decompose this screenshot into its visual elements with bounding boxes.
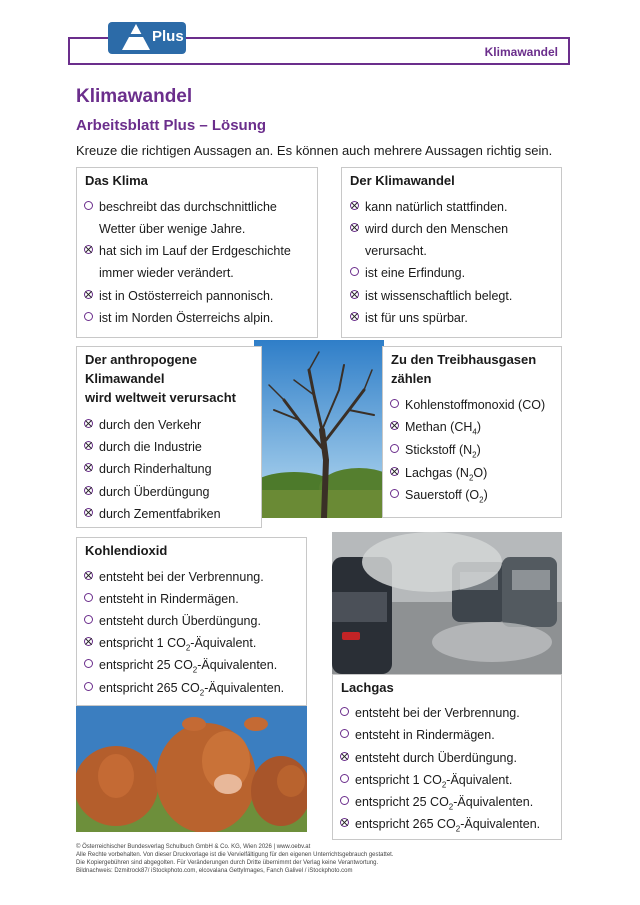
list-item[interactable]: entspricht 1 $CO_2$-Äquivalent. — [99, 635, 256, 657]
checkbox-empty-icon[interactable] — [84, 659, 93, 668]
list-item[interactable]: Kohlenstoffmonoxid (CO) — [405, 397, 545, 413]
checkbox-empty-icon[interactable] — [84, 682, 93, 691]
box-heading-line-2: zählen — [391, 371, 432, 386]
checkbox-checked-icon[interactable] — [390, 421, 399, 430]
list-item[interactable]: entspricht 25 $CO_2$-Äquivalenten. — [99, 657, 277, 679]
checkbox-checked-icon[interactable] — [350, 201, 359, 210]
list-item[interactable]: Methan $(CH_4)$ — [405, 419, 481, 441]
list-item[interactable]: ist für uns spürbar. — [365, 310, 468, 326]
list-item[interactable]: durch den Verkehr — [99, 417, 201, 433]
checkbox-checked-icon[interactable] — [350, 290, 359, 299]
list-item[interactable]: entspricht 265 $CO_2$-Äquivalenten. — [355, 816, 540, 838]
list-item[interactable]: wird durch den Menschen — [365, 221, 508, 237]
list-item[interactable]: entspricht 265 $CO_2$-Äquivalenten. — [99, 680, 284, 702]
box-lachgas — [332, 674, 562, 840]
box-heading-line-1: Zu den Treibhausgasen — [391, 352, 537, 367]
box-treibhausgase — [382, 346, 562, 518]
box-heading-line-1: Der anthropogene — [85, 352, 197, 367]
list-item[interactable]: Lachgas $(N_2O)$ — [405, 465, 487, 487]
list-item-continuation: immer wieder verändert. — [99, 266, 234, 280]
list-item-continuation: Wetter über wenige Jahre. — [99, 222, 246, 236]
checkbox-checked-icon[interactable] — [84, 290, 93, 299]
checkbox-checked-icon[interactable] — [350, 312, 359, 321]
cows-photo — [76, 706, 307, 832]
checkbox-empty-icon[interactable] — [84, 201, 93, 210]
box-heading-line-3: wird weltweit verursacht — [85, 390, 236, 405]
box-das-klima — [76, 167, 318, 338]
list-item[interactable]: durch Überdüngung — [99, 484, 210, 500]
checkbox-checked-icon[interactable] — [84, 637, 93, 646]
checkbox-checked-icon[interactable] — [84, 571, 93, 580]
checkbox-checked-icon[interactable] — [84, 419, 93, 428]
list-item[interactable]: ist in Ostösterreich pannonisch. — [99, 288, 273, 304]
list-item[interactable]: entsteht in Rindermägen. — [355, 727, 495, 743]
checkbox-empty-icon[interactable] — [84, 615, 93, 624]
dead-tree-photo — [254, 340, 384, 518]
footer-line: © Österreichischer Bundesverlag Schulbuch GmbH & Co. KG, Wien 2026 | www.oebv.at — [76, 844, 311, 850]
list-item[interactable]: entspricht 1 $CO_2$-Äquivalent. — [355, 772, 512, 794]
instruction-text: Kreuze die richtigen Aussagen an. Es können auch mehrere Aussagen richtig sein. — [76, 143, 553, 158]
list-item[interactable]: ist wissenschaftlich belegt. — [365, 288, 512, 304]
checkbox-empty-icon[interactable] — [340, 729, 349, 738]
checkbox-empty-icon[interactable] — [350, 267, 359, 276]
list-item[interactable]: durch Zementfabriken — [99, 506, 221, 522]
list-item-continuation: verursacht. — [365, 244, 427, 258]
list-item[interactable]: Sauerstoff $(O_2)$ — [405, 487, 488, 509]
list-item[interactable]: entsteht bei der Verbrennung. — [355, 705, 520, 721]
box-heading: Das Klima — [85, 173, 148, 188]
list-item[interactable]: ist eine Erfindung. — [365, 265, 465, 281]
page-subtitle: Arbeitsblatt Plus – Lösung — [76, 117, 267, 134]
checkbox-checked-icon[interactable] — [84, 463, 93, 472]
checkbox-checked-icon[interactable] — [84, 245, 93, 254]
box-heading-line-2: Klimawandel — [85, 371, 165, 386]
checkbox-empty-icon[interactable] — [340, 796, 349, 805]
box-heading: Der Klimawandel — [350, 173, 455, 188]
list-item[interactable]: durch die Industrie — [99, 439, 202, 455]
list-item[interactable]: entsteht durch Überdüngung. — [99, 613, 261, 629]
box-heading: Lachgas — [341, 680, 394, 695]
checkbox-checked-icon[interactable] — [84, 441, 93, 450]
box-kohlendioxid — [76, 537, 307, 706]
footer-line: Die Kopiergebühren sind abgegolten. Für Veränderungen durch Dritte übernimmt der Verlag keine Verantwortung. — [76, 860, 379, 866]
logo-text: Plus — [152, 28, 184, 45]
list-item[interactable]: entspricht 25 $CO_2$-Äquivalenten. — [355, 794, 533, 816]
checkbox-empty-icon[interactable] — [84, 312, 93, 321]
list-item[interactable]: Stickstoff $(N_2)$ — [405, 442, 481, 464]
list-item[interactable]: ist im Norden Österreichs alpin. — [99, 310, 273, 326]
checkbox-empty-icon[interactable] — [390, 399, 399, 408]
list-item[interactable]: entsteht bei der Verbrennung. — [99, 569, 264, 585]
box-der-klimawandel — [341, 167, 562, 338]
copyright-footer — [76, 843, 394, 875]
list-item[interactable]: entsteht in Rindermägen. — [99, 591, 239, 607]
checkbox-empty-icon[interactable] — [390, 444, 399, 453]
list-item[interactable]: durch Rinderhaltung — [99, 461, 212, 477]
list-item[interactable]: entsteht durch Überdüngung. — [355, 750, 517, 766]
box-anthropogener-klimawandel — [76, 346, 262, 528]
checkbox-checked-icon[interactable] — [84, 508, 93, 517]
checkbox-checked-icon[interactable] — [340, 818, 349, 827]
traffic-smog-photo — [332, 532, 562, 674]
checkbox-empty-icon[interactable] — [340, 774, 349, 783]
checkbox-checked-icon[interactable] — [340, 752, 349, 761]
checkbox-checked-icon[interactable] — [84, 486, 93, 495]
footer-line: Bildnachweis: Dzmitrock87/ iStockphoto.com, elcovalana GettyImages, Fanch Galivel / iStockphoto.com — [76, 868, 353, 874]
header-title: Klimawandel — [484, 45, 558, 59]
box-heading: Kohlendioxid — [85, 543, 168, 558]
page-title: Klimawandel — [76, 86, 193, 107]
checkbox-checked-icon[interactable] — [350, 223, 359, 232]
checkbox-empty-icon[interactable] — [84, 593, 93, 602]
checkbox-empty-icon[interactable] — [340, 707, 349, 716]
checkbox-checked-icon[interactable] — [390, 467, 399, 476]
footer-line: Alle Rechte vorbehalten. Von dieser Druckvorlage ist die Vervielfältigung für den eigenen Unterrichtsgebrauch gestattet. — [76, 852, 394, 858]
checkbox-empty-icon[interactable] — [390, 489, 399, 498]
triangle-icon — [122, 24, 150, 50]
list-item[interactable]: kann natürlich stattfinden. — [365, 199, 507, 215]
list-item[interactable]: beschreibt das durchschnittliche — [99, 199, 277, 215]
plus-logo — [108, 22, 186, 54]
list-item[interactable]: hat sich im Lauf der Erdgeschichte — [99, 243, 291, 259]
